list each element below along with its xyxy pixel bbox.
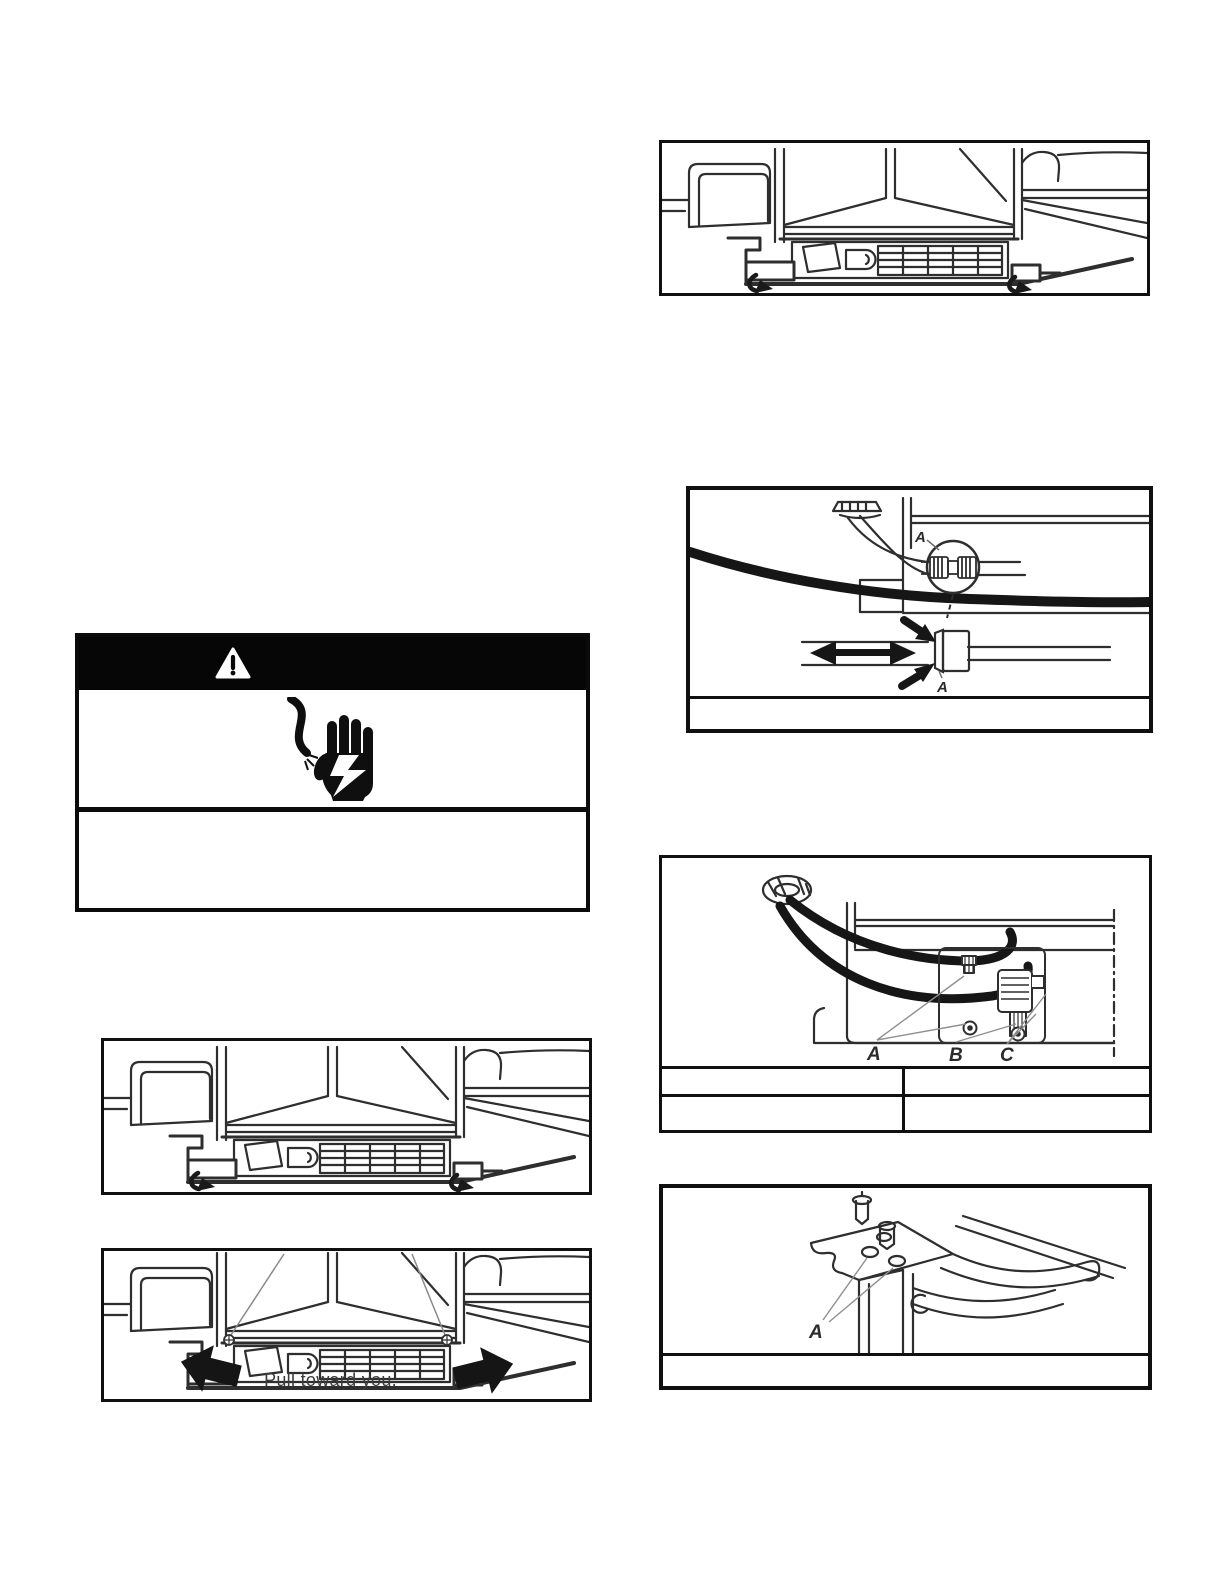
warning-triangle-icon <box>215 647 251 680</box>
water-tube <box>690 552 1149 602</box>
pull-caption: Pull toward you. <box>264 1370 397 1390</box>
warning-header-bar <box>79 637 586 690</box>
figure-base-grille-left <box>101 1038 592 1195</box>
callout-a: A <box>867 1044 881 1065</box>
warning-box <box>75 633 590 912</box>
slide-arrow-icons <box>810 620 936 686</box>
figure-caption-bar <box>663 1353 1148 1386</box>
warning-hazard-panel <box>79 690 586 812</box>
electric-shock-hand-icon <box>281 697 385 801</box>
callout-b: B <box>949 1045 963 1066</box>
callout-a-bottom: A <box>937 679 948 696</box>
figure-water-valve <box>659 855 1152 1133</box>
callout-a-top: A <box>915 529 926 546</box>
coupling-detail-circle <box>921 541 979 618</box>
warning-text-panel <box>79 812 586 908</box>
figure-water-line-coupling <box>686 486 1153 733</box>
parts-table-cell <box>662 1097 905 1130</box>
water-line-illustration <box>690 490 1149 697</box>
base-grille-arrows-illustration <box>104 1041 589 1192</box>
water-valve-illustration <box>662 858 1149 1069</box>
parts-table-cell <box>905 1097 1149 1130</box>
callout-c: C <box>1000 1045 1014 1066</box>
figure-base-grille-top <box>659 140 1150 296</box>
parts-table <box>662 1066 1149 1130</box>
parts-table-cell <box>662 1069 905 1097</box>
bracket-illustration <box>663 1188 1148 1356</box>
parts-table-cell <box>905 1069 1149 1097</box>
figure-mounting-bracket <box>659 1184 1152 1390</box>
figure-caption-bar <box>690 696 1149 729</box>
base-grille-arrows-illustration <box>662 143 1147 293</box>
figure-base-grille-pull <box>101 1248 592 1402</box>
callout-a: A <box>809 1322 823 1343</box>
